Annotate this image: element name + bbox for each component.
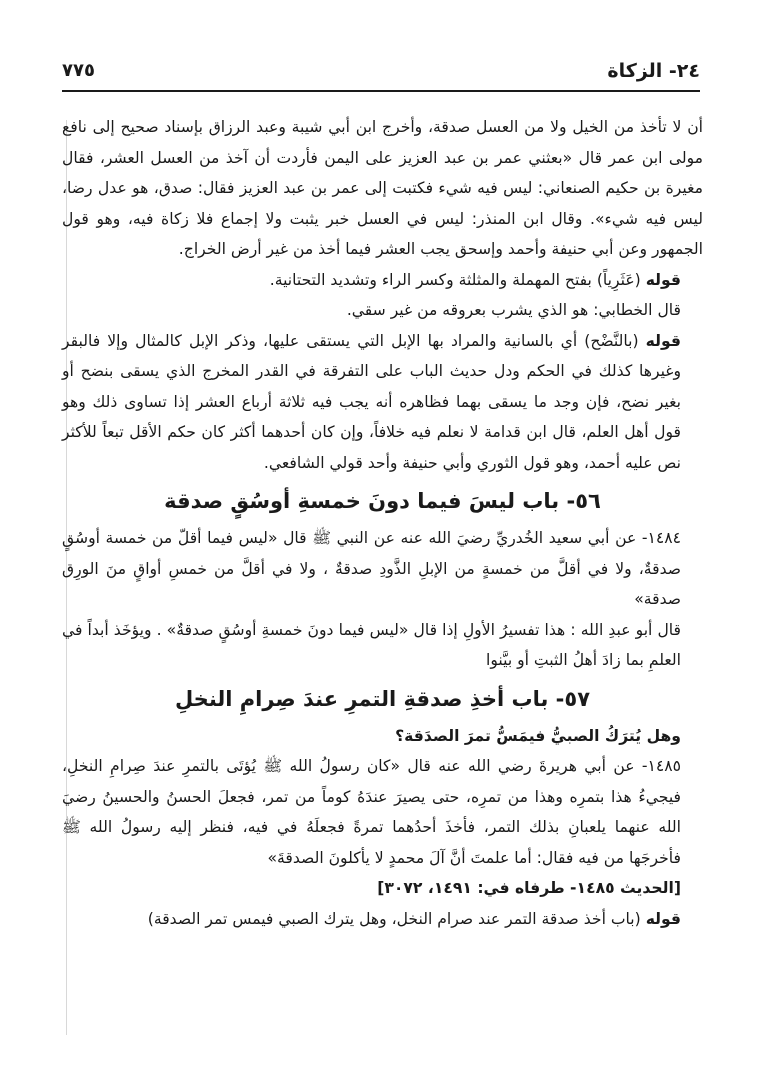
hadith-reference: [الحديث ١٤٨٥- طرفاه في: ١٤٩١، ٣٠٧٢] (377, 879, 681, 897)
chapter-heading-57: ٥٧- باب أخذِ صدقةِ التمرِ عندَ صِرامِ النخلِ (174, 686, 591, 711)
qawluhu-keyword: قوله (645, 270, 681, 289)
chapter-heading-56: ٥٦- باب ليسَ فيما دونَ خمسةِ أوسُقٍ صدقة (164, 489, 601, 513)
hadith-text: ١٤٨٤- عن أبي سعيد الخُدريِّ رضيَ الله عنه عن النبي ﷺ قال «ليس فيما أقلّ من خمسة أوسُقٍ صدقةٌ، ولا في أقلَّ من خمسةٍ من الإبلِ الذَّودِ صدقةٌ ، ولا في أقلَّ من خمسِ أواقٍ منَ الورِق صدقة» (62, 529, 681, 608)
qawluhu-keyword: قوله (645, 331, 681, 350)
commentary-paragraph: قال الخطابي: هو الذي يشرب بعروقه من غير سقي. (346, 301, 681, 319)
commentary-paragraph: قوله (عَثَرِياً) بفتح المهملة والمثلثة وكسر الراء وتشديد التحتانية. (269, 270, 681, 289)
hadith-commentary: قال أبو عبدِ الله : هذا تفسيرُ الأولِ إذا قال «ليس فيما دونَ خمسةِ أوسُقٍ صدقةٌ» . ويؤخَذ أبداً في العلمِ بما زادَ أهلُ الثبتِ أو بيَّنوا (62, 620, 681, 669)
chapter-subtitle: وهل يُترَكُ الصبيُّ فيمَسُّ تمرَ الصدَقة؟ (395, 726, 681, 745)
commentary-paragraph: أن لا تأخذ من الخيل ولا من العسل صدقة، وأخرج ابن أبي شيبة وعبد الرزاق بإسناد صحيح إلى نافع مولى ابن عمر قال «بعثني عمر بن عبد العزيز على اليمن فأردت أن آخذ من العسل العشر، فقال مغيرة بن حكيم الصنعاني: ليس فيه شيء فكتبت إلى عمر بن عبد العزيز فقال: صدق، هو عدل رضا، ليس فيه شيء». وقال ابن المنذر: ليس في العسل خبر يثبت ولا إجماع فلا زكاة فيه، وهو قول الجمهور وعن أبي حنيفة وأحمد وإسحق يجب العشر فيما أخذ من غير أرض الخراج. (62, 118, 703, 258)
header-rule (62, 90, 700, 92)
commentary-paragraph: قوله (باب أخذ صدقة التمر عند صرام النخل، وهل يترك الصبي فيمس تمر الصدقة) (147, 909, 681, 928)
page-body (62, 112, 703, 934)
page-header (62, 56, 700, 92)
chapter-title: ٢٤- الزكاة (607, 60, 700, 82)
hadith-text: ١٤٨٥- عن أبي هريرةَ رضي الله عنه قال «كان رسولُ الله ﷺ يُؤتَى بالتمرِ عندَ صِرامِ النخلِ، فيجيءُ هذا بتمرِه وهذا من تمرِه، حتى يصيرَ عندَهُ كوماً من تمر، فجعلَ الحسنُ والحسينُ رضيَ الله عنهما يلعبانِ بذلك التمر، فأخذَ أحدُهما تمرةً فجعلَهُ في فيه، فنظر إليه رسولُ الله ﷺ فأخرجَها من فيه فقال: أما علمتَ أنَّ آلَ محمدٍ لا يأكلونَ الصدقةَ» (62, 757, 681, 867)
commentary-paragraph: قوله (بالنَّضْح) أي بالسانية والمراد بها الإبل التي يستقى عليها، وذكر الإبل كالمثال وإلا فالبقر وغيرها كذلك في الحكم ودل حديث الباب على التفرقة في القدر المخرج الذي يسقى بنضح أو بغير نضح، فإن وجد ما يسقى بهما فظاهره أنه يجب فيه ثلاثة أرباع العشر إذا تساوى ذلك وهو قول أهل العلم، قال ابن قدامة لا نعلم فيه خلافاً، وإن كان أحدهما أكثر كان حكم الأقل تبعاً للأكثر نص عليه أحمد، وهو قول الثوري وأبي حنيفة وأحد قولي الشافعي. (62, 331, 681, 472)
qawluhu-keyword: قوله (645, 909, 681, 928)
page-number: ٧٧٥ (62, 60, 95, 81)
